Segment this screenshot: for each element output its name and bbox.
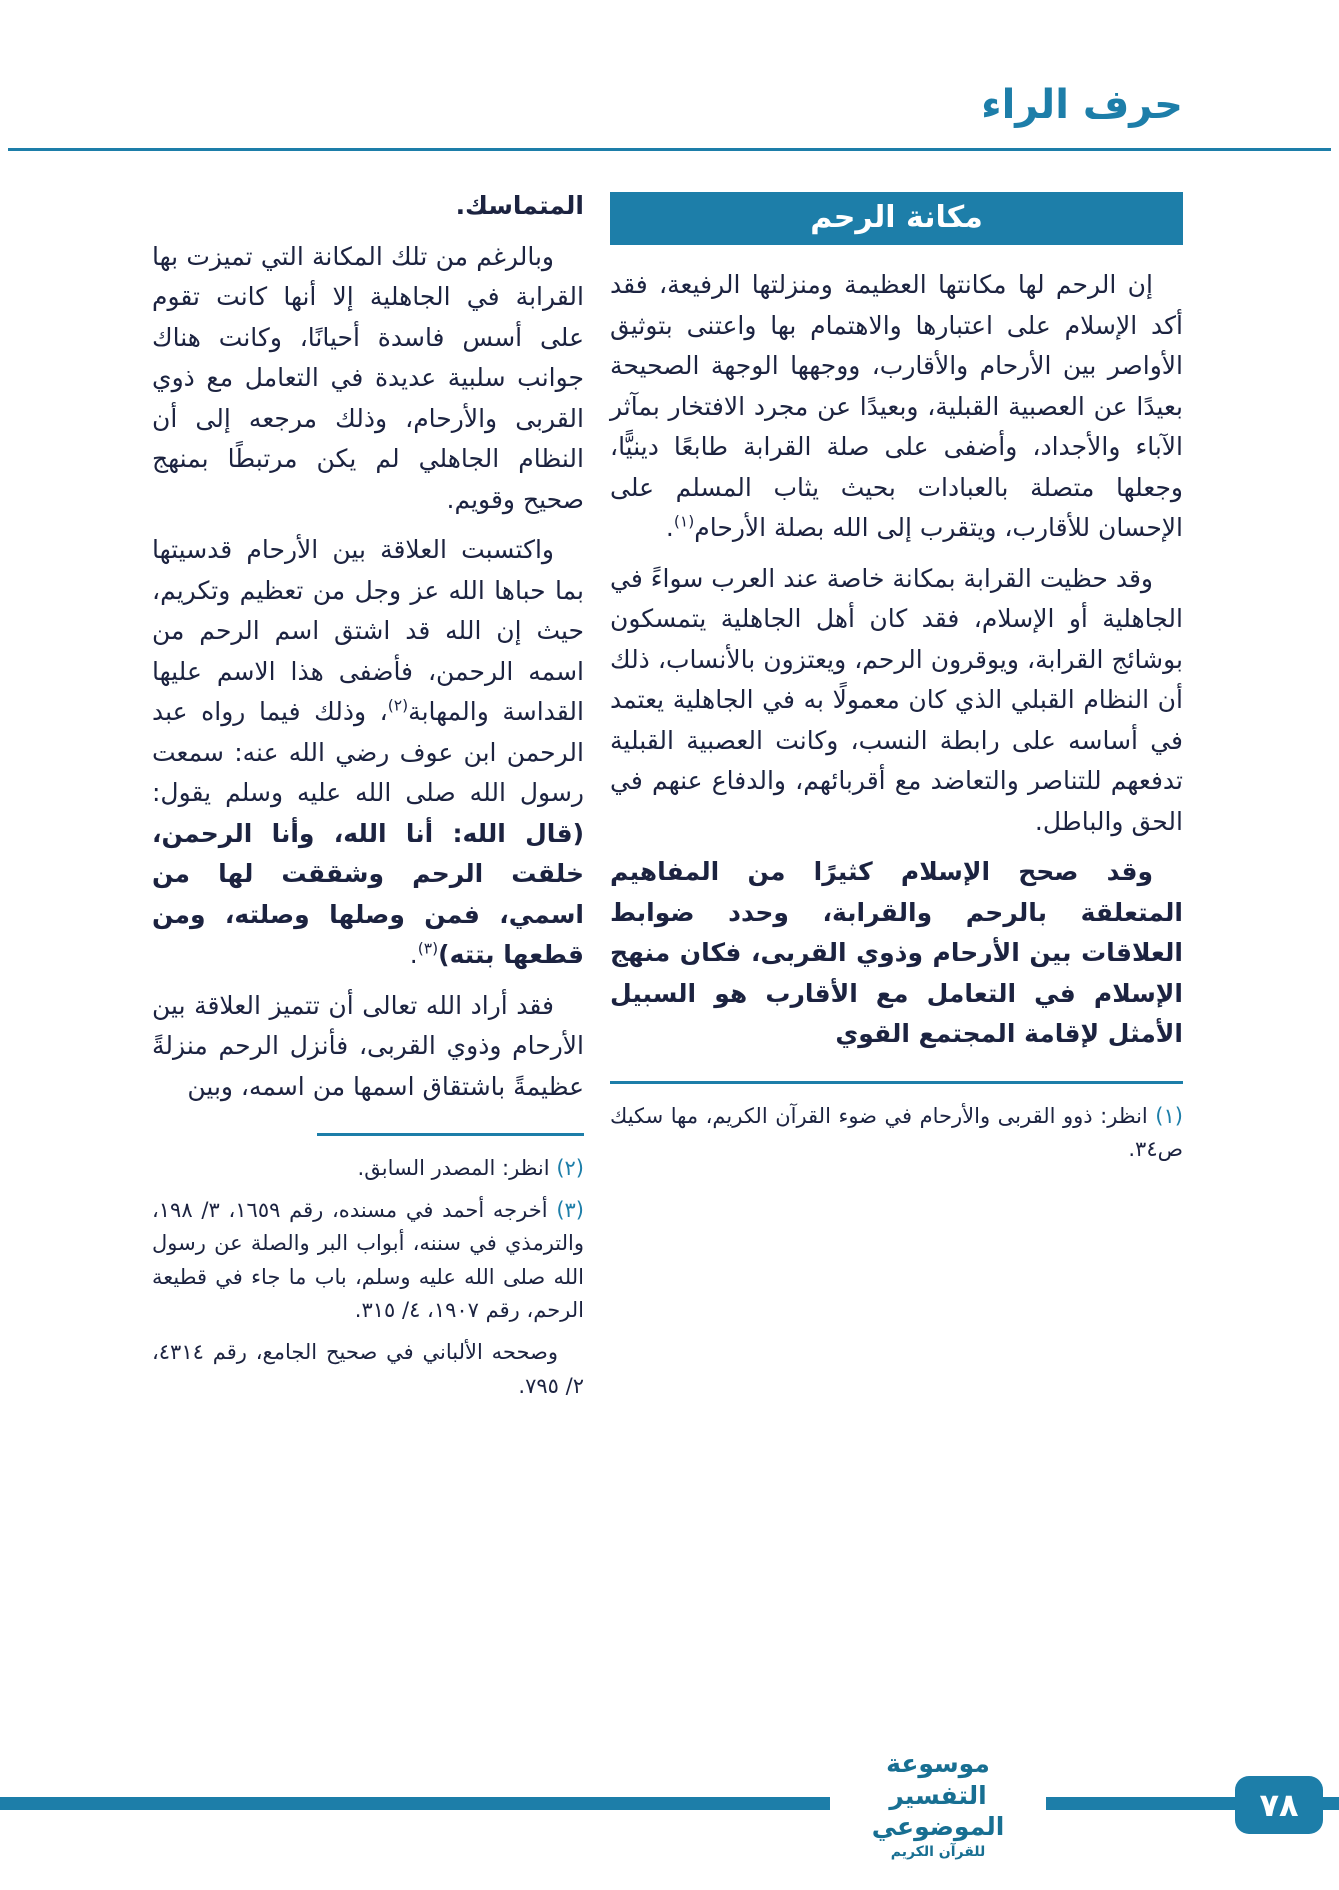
footnote-item <box>152 1194 584 1328</box>
footnote-marker: (١) <box>1155 1103 1183 1128</box>
page-number-badge <box>1235 1776 1323 1834</box>
paragraph-text: وقد صحح الإسلام كثيرًا من المفاهيم المتعلقة بالرحم والقرابة، وحدد ضوابط العلاقات بين الأرحام وذوي القربى، فكان منهج الإسلام في التعامل مع الأقارب هو السبيل الأمثل لإقامة المجتمع القوي <box>610 857 1183 1048</box>
footnote-item <box>610 1100 1183 1167</box>
paragraph-continuation <box>152 186 584 227</box>
paragraph <box>610 559 1183 843</box>
page-number: ٧٨ <box>1259 1786 1299 1824</box>
column-left <box>152 186 584 1411</box>
section-title-box: مكانة الرحم <box>610 192 1183 245</box>
publisher-logo-subtitle: للقرآن الكريم <box>890 1844 986 1860</box>
hadith-text: (قال الله: أنا الله، وأنا الرحمن، خلقت الرحم وشققت لها من اسمي، فمن وصلها وصلته، ومن قطعها بتته) <box>152 818 584 969</box>
footnote-text: وصححه الألباني في صحيح الجامع، رقم ٤٣١٤، ٢/ ٧٩٥. <box>152 1339 584 1398</box>
chapter-title: حرف الراء <box>981 82 1183 128</box>
paragraph-emphasized <box>610 852 1183 1055</box>
paragraph-text: فقد أراد الله تعالى أن تتميز العلاقة بين الأرحام وذوي القربى، فأنزل الرحم منزلةً عظيمةً باشتقاق اسمها من اسمه، وبين <box>152 990 584 1101</box>
footnote-text: أخرجه أحمد في مسنده، رقم ١٦٥٩، ٣/ ١٩٨، والترمذي في سننه، أبواب البر والصلة عن رسول الله صلى الله عليه وسلم، باب ما جاء في قطيعة الرحم، رقم ١٩٠٧، ٤/ ٣١٥. <box>152 1197 584 1323</box>
paragraph-text: ، وذلك فيما رواه عبد الرحمن ابن عوف رضي الله عنه: سمعت رسول الله صلى الله عليه وسلم يقول: <box>152 697 584 807</box>
column-right <box>610 186 1183 1411</box>
footnote-ref-1: (١) <box>673 512 695 531</box>
paragraph-text: إن الرحم لها مكانتها العظيمة ومنزلتها الرفيعة، فقد أكد الإسلام على اعتبارها والاهتمام بها واعتنى بتوثيق الأواصر بين الأرحام والأقارب، ووجهها الوجهة الصحيحة بعيدًا عن العصبية القبلية، وبعيدًا عن مجرد الافتخار بمآثر الآباء والأجداد، وأضفى على صلة القرابة طابعًا دينيًّا، وجعلها متصلة بالعبادات بحيث يثاب المسلم على الإحسان للأقارب، ويتقرب إلى الله بصلة الأرحام <box>610 270 1183 542</box>
footnote-item <box>152 1336 584 1403</box>
page-content <box>152 186 1183 1411</box>
paragraph <box>152 237 584 521</box>
footnote-text: انظر: المصدر السابق. <box>357 1156 550 1180</box>
paragraph-text: واكتسبت العلاقة بين الأرحام قدسيتها بما حباها الله عز وجل من تعظيم وتكريم، حيث إن الله قد اشتق اسم الرحم من اسمه الرحمن، فأضفى هذا الاسم عليها القداسة والمهابة <box>152 535 584 726</box>
paragraph <box>152 986 584 1108</box>
publisher-logo-title: موسوعة التفسير الموضوعي <box>871 1749 1005 1841</box>
paragraph-text: . <box>409 940 418 969</box>
footnote-marker: (٢) <box>556 1156 584 1180</box>
header-rule <box>8 148 1331 151</box>
footnote-ref-3: (٣) <box>417 939 439 958</box>
paragraph-text: وبالرغم من تلك المكانة التي تميزت بها القرابة في الجاهلية إلا أنها كانت تقوم على أسس فاسدة أحيانًا، وكانت هناك جوانب سلبية عديدة في التعامل مع ذوي القربى والأرحام، وذلك مرجعه إلى أن النظام الجاهلي لم يكن مرتبطًا بمنهج صحيح وقويم. <box>152 241 584 514</box>
footnote-separator <box>610 1081 1183 1084</box>
footnote-separator <box>317 1133 584 1136</box>
footnote-marker: (٣) <box>556 1197 584 1222</box>
publisher-logo <box>830 1744 1046 1866</box>
paragraph-text: المتماسك. <box>455 191 584 220</box>
footer-band <box>0 1797 1339 1810</box>
footnote-text: انظر: ذوو القربى والأرحام في ضوء القرآن الكريم، مها سكيك ص٣٤. <box>610 1103 1183 1162</box>
footnote-item <box>152 1152 584 1186</box>
paragraph-text: وقد حظيت القرابة بمكانة خاصة عند العرب سواءً في الجاهلية أو الإسلام، فقد كان أهل الجاهلية يتمسكون بوشائج القرابة، ويوقرون الرحم، ويعتزون بالأنساب، ذلك أن النظام القبلي الذي كان معمولًا به في الجاهلية يعتمد في أساسه على رابطة النسب، وكانت العصبية القبلية تدفعهم للتناصر والتعاضد مع أقربائهم، والدفاع عنهم في الحق والباطل. <box>610 563 1183 836</box>
paragraph-text: . <box>665 513 674 542</box>
footnote-ref-2: (٢) <box>387 696 409 715</box>
paragraph <box>610 265 1183 549</box>
paragraph <box>152 530 584 976</box>
